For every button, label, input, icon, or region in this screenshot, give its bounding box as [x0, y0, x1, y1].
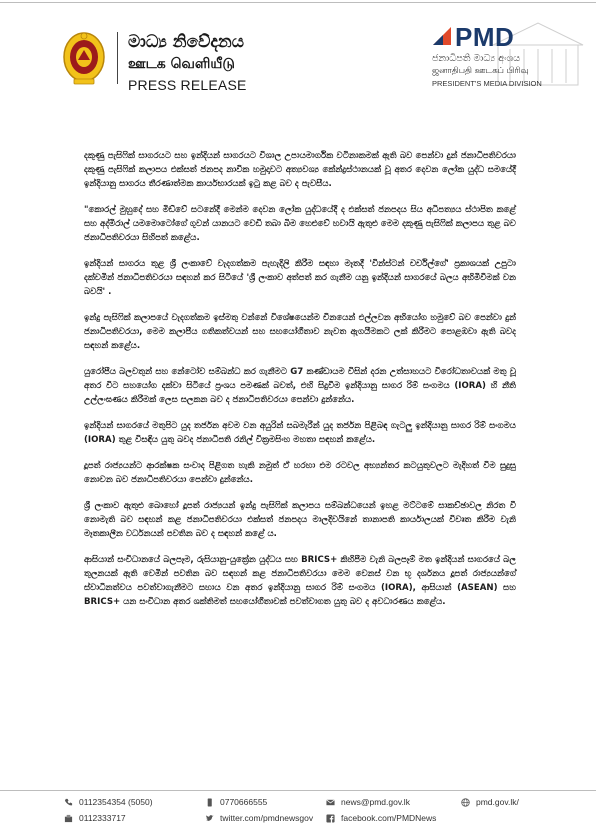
fax-number: 0112333717	[79, 813, 126, 823]
sri-lanka-emblem-icon	[62, 30, 106, 86]
paragraph: යුරෝපීය බලවතුන් සහ නේටෝව සම්බන්ධ කර ගැනීමට G7 කණ්ඩායම විසින් දරන උත්සාහයට විරෝධතාවයක් මතු වූ අතර විට සහයෝග දක්වා සිටියේ ප්‍රංශය පමණක් බවත්, එහි සිදුවීම ඉන්දියානු සාගර රිම් සංගමය (IORA) හි නීති උල්ලංඝණය කිරීමක් ලෙස සලකන බව ද ජනාධිපතිවරයා පෙන්වා දුන්නේය.	[84, 367, 516, 405]
top-rule	[0, 2, 596, 3]
paragraph: "කොරල් මුහුදේ සහ මිඩ්වේ සටනේදී මෙන්ම දෙවන ලෝක යුද්ධයේදී ද එක්සත් ජනපදය සිය අධිපත්‍යය ස්ථාපිත කළේ සහ අද්මිරාල් යමමොටෝගේ ගුවන් යානයට වෙඩි තබා බිම හෙළුවේ හවායි ඇතුළු මෙම දකුණු පැසිෆික් කලාපය තුළ බව ජනාධිපතිවරයා සිහිපත් කළේය.	[84, 205, 516, 243]
pmd-sinhala: ජනාධිපති මාධ්‍ය අංශය	[432, 53, 521, 64]
title-sinhala: මාධ්‍ය නිවේදනය	[128, 32, 244, 52]
pmd-logo-icon	[433, 27, 451, 45]
website-link[interactable]: pmd.gov.lk/	[476, 797, 519, 807]
paragraph: ඉන්දියන් සාගරයේ මතුපිට යුද තර්ජන අවම වන අයුරින් සබමැරීන් යුද තර්ජන පිළිබඳ ගැටලු ඉන්දියානු සාගර රිම් සංගමය (IORA) තුළ විසඳිය යුතු බවද ජනාධිපති රනිල් වික්‍රමසිංහ මහතා සඳහන් කළේය.	[84, 421, 516, 445]
facebook-icon	[326, 814, 335, 823]
mobile-icon	[205, 798, 214, 807]
phone-icon	[64, 798, 73, 807]
mobile-number: 0770666555	[220, 797, 268, 807]
title-english: PRESS RELEASE	[128, 77, 247, 93]
email-icon	[326, 798, 335, 807]
paragraph: දූපත් රාජ්‍යයන්ට ආරක්ෂක සංවාද පිළිගත හැකි නමුත් ඒ හරහා එම රටවල අභ්‍යන්තර කටයුතුවලට මැදිහත් වීම සුදුසු නොවන බව ජනාධිපතිවරයා පෙන්වා දුන්නේය.	[84, 461, 516, 485]
pmd-tamil: ஜனாதிபதி ஊடகப் பிரிவு	[432, 66, 529, 76]
facebook-link[interactable]: facebook.com/PMDNews	[341, 813, 437, 823]
footer-facebook[interactable]	[326, 813, 436, 823]
pmd-english: PRESIDENT'S MEDIA DIVISION	[432, 79, 542, 88]
globe-icon	[461, 798, 470, 807]
paragraph: ශ්‍රී ලංකාව ඇතුළු බොහෝ දූපත් රාජ්‍යයන් ඉන්දු පැසිෆික් කලාපය සම්බන්ධයෙන් ඉහළ මට්ටමේ සාකච්ඡාවල නිරත වී නොමැති බව සඳහන් කළ ජනාධිපතිවරයා එක්සත් ජනපදය මාලදිවයිනේ තානාපති කාර්යාලයක් විවෘත කිරීම වැනි මෑතකාලීන වර්ධනයන් පවතින බව ද සඳහන් කළේ ය.	[84, 501, 516, 539]
footer-email[interactable]	[326, 797, 410, 807]
footer-phone	[64, 797, 153, 807]
paragraph: දකුණු පැසිෆික් සාගරයට සහ ඉන්දියන් සාගරයට විශාල උපායමාර්ගික වටිනාකමක් ඇති බව පෙන්වා දුන් ජනාධිපතිවරයා දකුණු පැසිෆික් කලාපය එක්සත් ජනපද නාවික හමුදාවට අත්‍යවශ්‍ය කේන්ද්‍රස්ථානයක් වූ අතර දෙවන ලෝක යුද්ධ සමයේදී ඉන්දියානු සාගරය තීරණාත්මක කාර්යභාරයක් ඉටු කළ බව ද පැවසීය.	[84, 151, 516, 189]
press-release-body	[84, 149, 516, 621]
paragraph: ඉන්දු පැසිෆික් කලාපයේ වැදගත්කම ඉස්මතු වන්නේ විශේෂයෙන්ම චීනයෙන් එල්ලවන අභියෝග හමුවේ බව පෙන්වා දුන් ජනාධිපතිවරයා, මෙම කලාපීය ගතිකත්වයන් සහ සහයෝගීතාව නැවත ඇගයීමකට ලක් කිරීමට පොළඹවා ඇති බවද සඳහන් කළේය.	[84, 313, 516, 351]
title-tamil: ஊடக வெளியீடு	[128, 56, 235, 72]
fax-icon	[64, 814, 73, 823]
footer-mobile	[205, 797, 267, 807]
twitter-icon	[205, 814, 214, 823]
twitter-link[interactable]: twitter.com/pmdnewsgov	[220, 813, 314, 823]
header-divider	[117, 32, 118, 84]
phone-number: 0112354354 (5050)	[79, 797, 153, 807]
email-link[interactable]: news@pmd.gov.lk	[341, 797, 410, 807]
footer-twitter[interactable]	[205, 813, 313, 823]
paragraph: ඉන්දියන් සාගරය තුළ ශ්‍රී ලංකාවේ වැදගත්කම පැහැදිලි කිරීම සඳහා මෑතදී 'වින්ස්ටන් චර්චිල්ගේ' ප්‍රකාශයක් උපුටා දක්වමින් ජනාධිපතිවරයා සඳහන් කර සිටියේ 'ශ්‍රී ලංකාව අත්පත් කර ගැනීම යනු ඉන්දියන් සාගරයේ බලය අභිමිවීමක් වන බවයි' .	[84, 259, 516, 297]
pmd-name: PMD	[455, 22, 515, 52]
footer-website[interactable]	[461, 797, 519, 807]
footer-fax	[64, 813, 126, 823]
paragraph: ආසියාන් සංවිධානයේ බලපෑම, රුසියානු-යුක්‍රේන යුද්ධය සහ BRICS+ කිහිපීම වැනි බලපෑම් මත ඉන්දියන් සාගරයේ බල තුලනයක් ඇති වෙමින් පවතින බව සඳහන් කළ ජනාධිපතිවරයා මෙම වෙනස් වන භූ දර්ශනය දූපත් රාජ්‍යයන්ගේ ස්වාධීනත්වය පවත්වාගැනීමට සහාය වන අතර ඉන්දියානු සාගර රිම් සංගමය (IORA), ආසියාන් (ASEAN) සහ BRICS+ යන සංවිධාන අතර ශක්තිමත් සහයෝගීතාවක් පවත්වාගත යුතු බව ද අවධාරණය කළේය.	[84, 555, 516, 607]
footer-rule	[0, 790, 596, 791]
